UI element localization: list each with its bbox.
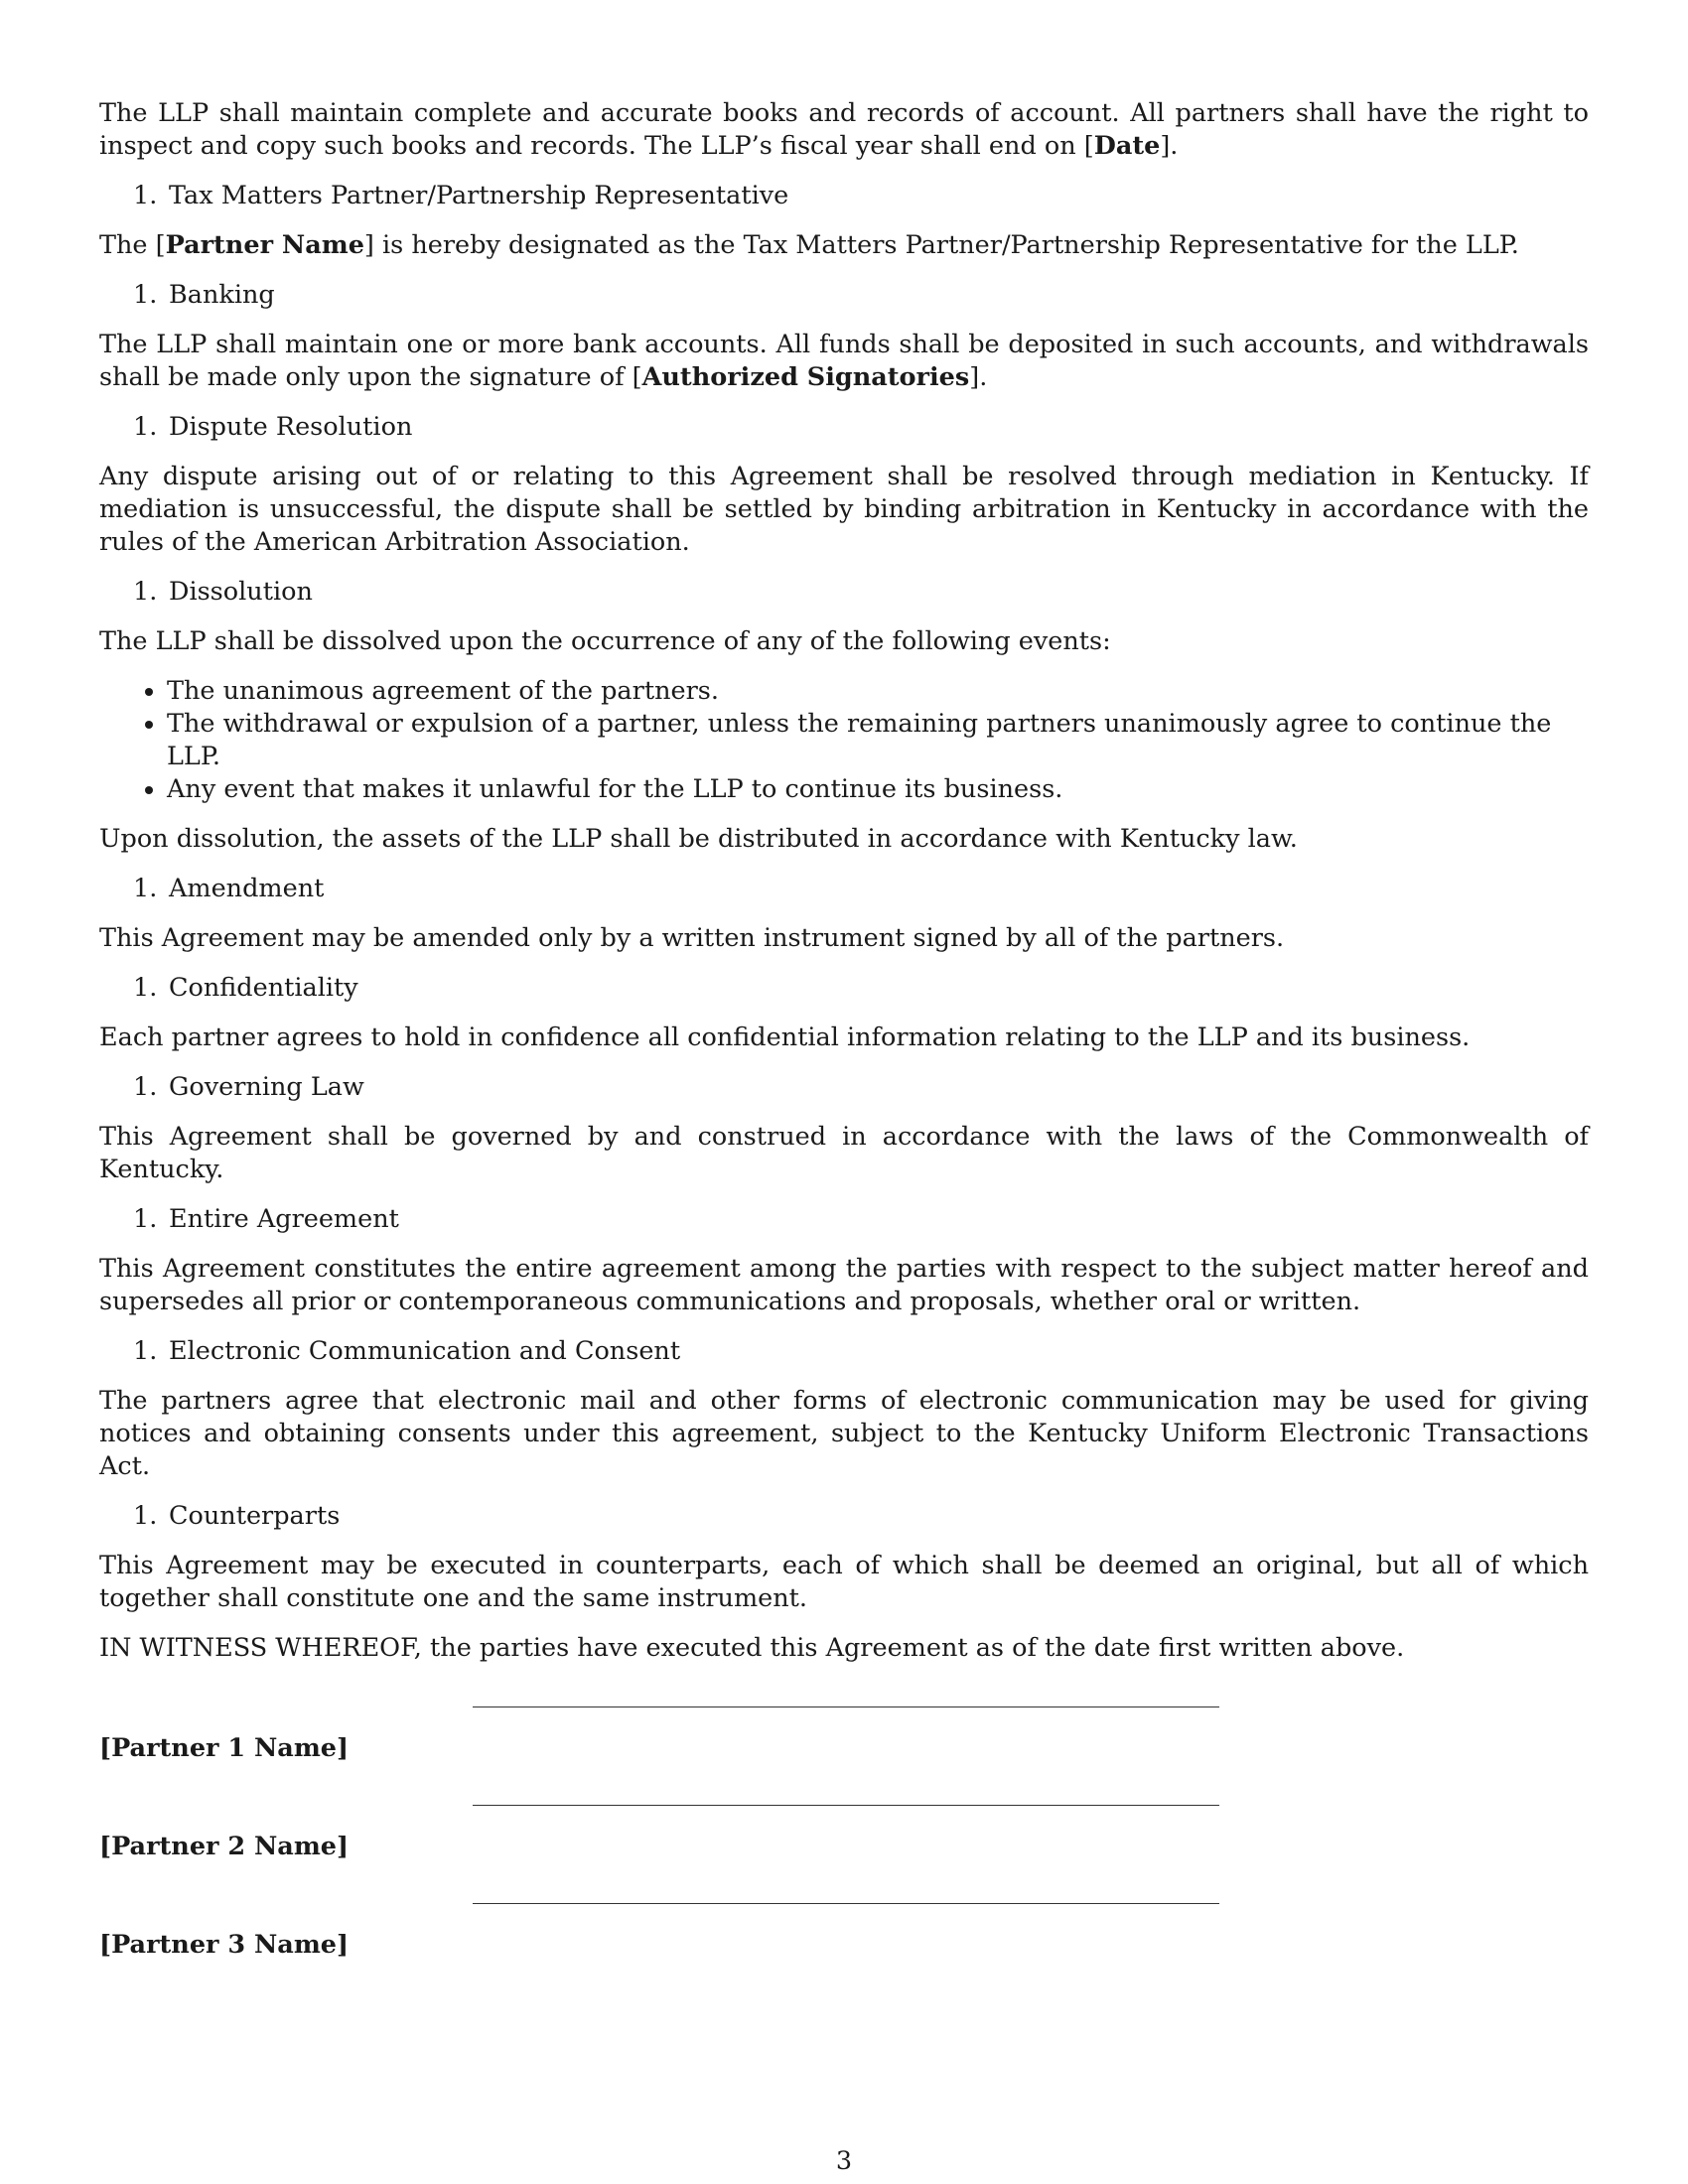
counterparts-paragraph: This Agreement may be executed in counterparts, each of which shall be deemed an original, but all of which together shall constitute one and the same instrument. [99,1551,1589,1613]
section-heading-tax-matters: 1. Tax Matters Partner/Partnership Representative [133,181,789,210]
amendment-paragraph: This Agreement may be amended only by a written instrument signed by all of the partners. [99,923,1285,953]
section-heading-governing-law: 1. Governing Law [133,1072,364,1102]
authorized-signatories-placeholder: Authorized Signatories [641,362,970,392]
signature-line-2[interactable] [473,1805,1219,1806]
dissolution-intro: The LLP shall be dissolved upon the occurrence of any of the following events: [99,626,1111,656]
dissolution-events-list [99,675,1589,806]
section-heading-banking: 1. Banking [133,280,275,310]
signatory-name-1: [Partner 1 Name] [99,1733,350,1763]
section-heading-counterparts: 1. Counterparts [133,1501,341,1531]
list-item: • The withdrawal or expulsion of a partner, unless the remaining partners unanimously agree to continue the LLP. [167,708,1589,773]
fiscal-year-date-placeholder: Date [1093,131,1161,161]
governing-law-paragraph: This Agreement shall be governed by and construed in accordance with the laws of the Commonwealth of Kentucky. [99,1122,1589,1184]
partner-name-placeholder: Partner Name [165,230,364,260]
section-heading-dispute-resolution: 1. Dispute Resolution [133,412,413,442]
document-page [99,97,1589,1982]
signatory-name-3: [Partner 3 Name] [99,1930,350,1960]
list-item: • The unanimous agreement of the partners. [167,675,1589,708]
records-paragraph: The LLP shall maintain complete and accurate books and records of account. All partners shall have the right to inspect and copy such books and records. The LLP’s fiscal year shall end on [Date]. [99,98,1589,161]
signatory-name-2: [Partner 2 Name] [99,1832,350,1861]
section-heading-entire-agreement: 1. Entire Agreement [133,1204,399,1234]
list-item: • Any event that makes it unlawful for the LLP to continue its business. [167,773,1589,806]
dispute-resolution-paragraph: Any dispute arising out of or relating to this Agreement shall be resolved through mediation in Kentucky. If mediation is unsuccessful, the dispute shall be settled by binding arbitration in Kentucky in accordance with the rules of the American Arbitration Association. [99,462,1589,557]
witness-clause: IN WITNESS WHEREOF, the parties have executed this Agreement as of the date first written above. [99,1633,1405,1663]
confidentiality-paragraph: Each partner agrees to hold in confidence all confidential information relating to the LLP and its business. [99,1023,1471,1052]
tax-matters-paragraph: The [Partner Name] is hereby designated as the Tax Matters Partner/Partnership Representative for the LLP. [99,230,1519,260]
electronic-communication-paragraph: The partners agree that electronic mail and other forms of electronic communication may be used for giving notices and obtaining consents under this agreement, subject to the Kentucky Uniform Electronic Transactions Act. [99,1386,1589,1481]
section-heading-amendment: 1. Amendment [133,874,325,903]
dissolution-outro: Upon dissolution, the assets of the LLP shall be distributed in accordance with Kentucky law. [99,824,1298,854]
page-number: 3 [835,2146,853,2176]
signature-block [99,1665,1589,1982]
section-heading-confidentiality: 1. Confidentiality [133,973,358,1003]
entire-agreement-paragraph: This Agreement constitutes the entire agreement among the parties with respect to the subject matter hereof and supersedes all prior or contemporaneous communications and proposals, whether oral or written. [99,1254,1589,1316]
section-heading-dissolution: 1. Dissolution [133,577,313,607]
signature-line-1[interactable] [473,1706,1219,1707]
signature-line-3[interactable] [473,1903,1219,1904]
banking-paragraph: The LLP shall maintain one or more bank accounts. All funds shall be deposited in such accounts, and withdrawals shall be made only upon the signature of [Authorized Signatories]. [99,330,1589,392]
section-heading-electronic-communication: 1. Electronic Communication and Consent [133,1336,681,1366]
